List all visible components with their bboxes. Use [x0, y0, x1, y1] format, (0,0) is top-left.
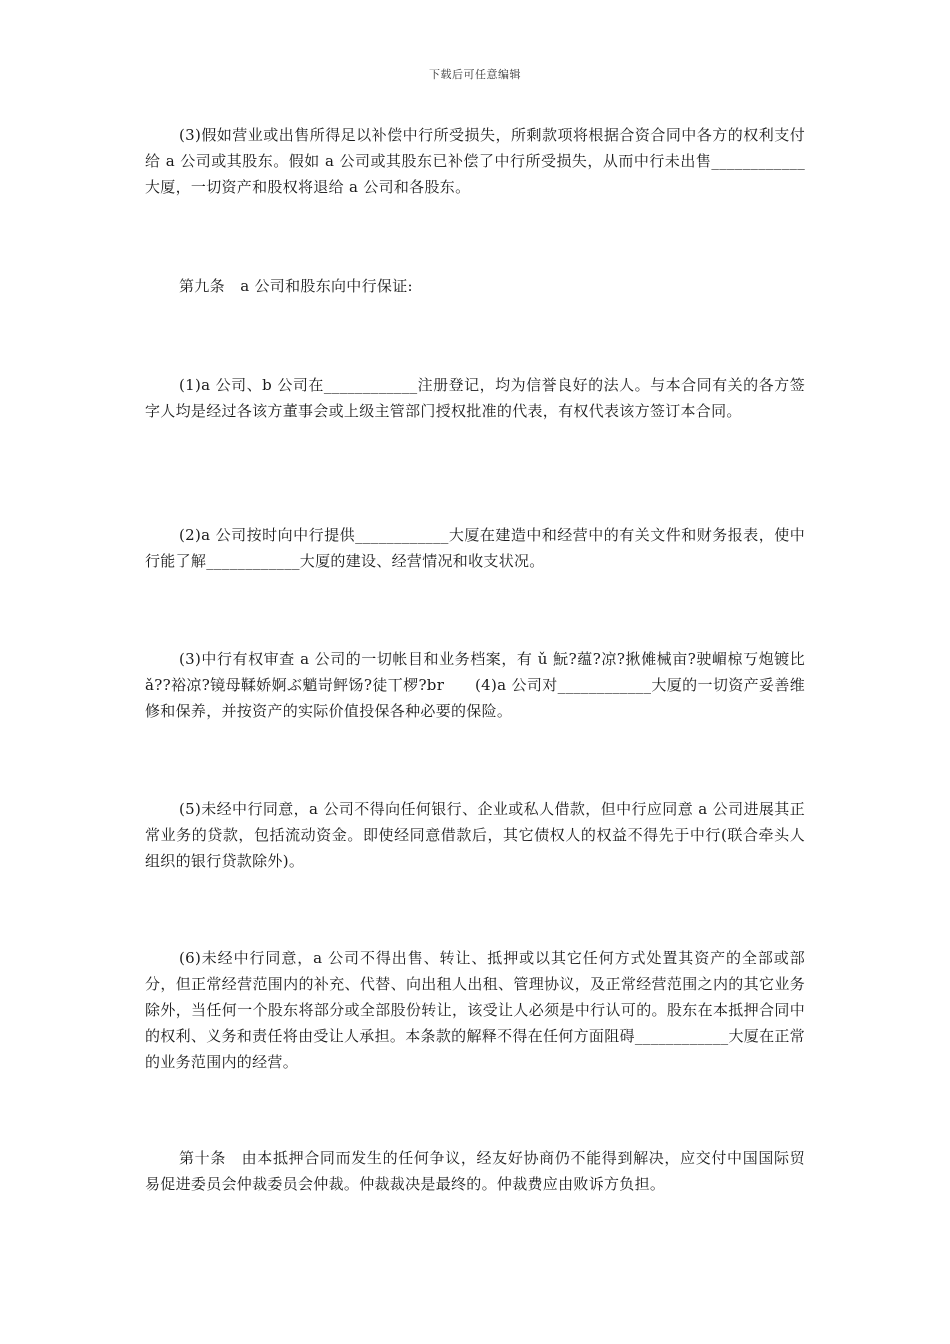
paragraph-clause-8-item-3: (3)假如营业或出售所得足以补偿中行所受损失，所剩款项将根据合资合同中各方的权利支付给 a 公司或其股东。假如 a 公司或其股东已补偿了中行所受损失，从而中行未出售____________大厦，一切资产和股权将退给 a 公司和各股东。: [145, 126, 805, 196]
paragraph-article-9-item-1: (1)a 公司、b 公司在____________注册登记，均为信誉良好的法人。与本合同有关的各方签字人均是经过各该方董事会或上级主管部门授权批准的代表，有权代表该方签订本合同。: [145, 376, 805, 420]
paragraph-article-9-item-3-4: (3)中行有权审查 a 公司的一切帐目和业务档案，有 ǔ 魭?蕴?凉?揪傩械亩?驶嵋椋丂炮镀比 ǎ??裕凉?镜母鞣娇婀ぶ魈岢鲆饧?徒丅椤?br (4)a 公司对____________大厦的一切资产妥善维修和保养，并按资产的实际价值投保各种必要的保险。: [145, 650, 805, 720]
paragraph-article-9-item-6: (6)未经中行同意，a 公司不得出售、转让、抵押或以其它任何方式处置其资产的全部或部分，但正常经营范围内的补充、代替、向出租人出租、管理协议，及正常经营范围之内的其它业务除外，当任何一个股东将部分或全部股份转让，该受让人必须是中行认可的。股东在本抵押合同中的权利、义务和责任将由受让人承担。本条款的解释不得在任何方面阻碍____________大厦在正常的业务范围内的经营。: [145, 949, 805, 1071]
paragraph-article-9-title: 第九条 a 公司和股东向中行保证:: [179, 277, 413, 295]
paragraph-article-9-item-5: (5)未经中行同意，a 公司不得向任何银行、企业或私人借款，但中行应同意 a 公司进展其正常业务的贷款，包括流动资金。即使经同意借款后，其它债权人的权益不得先于中行(联合牵头人组织的银行贷款除外)。: [145, 800, 805, 870]
paragraph-article-10: 第十条 由本抵押合同而发生的任何争议，经友好协商仍不能得到解决，应交付中国国际贸易促进委员会仲裁委员会仲裁。仲裁裁决是最终的。仲裁费应由败诉方负担。: [145, 1149, 805, 1193]
paragraph-article-9-item-2: (2)a 公司按时向中行提供____________大厦在建造中和经营中的有关文件和财务报表，使中行能了解____________大厦的建设、经营情况和收支状况。: [145, 526, 805, 570]
page-header: 下载后可任意编辑: [429, 68, 521, 81]
